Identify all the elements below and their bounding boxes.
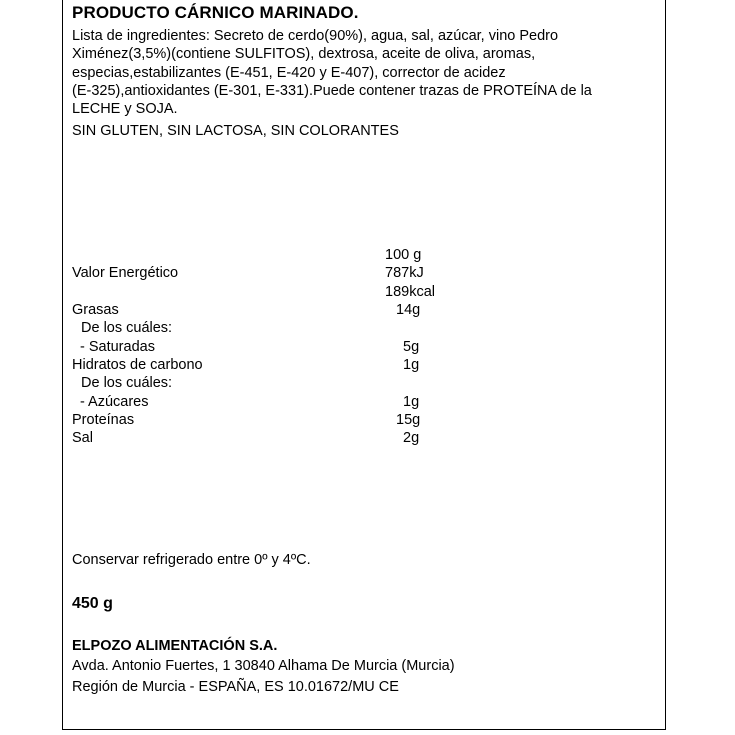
ingredients-line-5: LECHE y SOJA.	[72, 101, 178, 118]
saturates-value: 5g	[403, 339, 420, 355]
company-name: ELPOZO ALIMENTACIÓN S.A.	[72, 638, 278, 654]
carbs-value: 1g	[403, 357, 420, 373]
protein-value: 15g	[396, 412, 421, 428]
ingredients-line-2: Ximénez(3,5%)(contiene SULFITOS), dextrosa, aceite de oliva, aromas,	[72, 46, 536, 63]
of-which-label-1: De los cuáles:	[81, 320, 173, 336]
fat-value: 14g	[396, 302, 421, 318]
ingredients-line-3: especias,estabilizantes (E-451, E-420 y E-407), corrector de acidez	[72, 64, 506, 81]
nutrition-column-header: 100 g	[385, 247, 422, 263]
company-address: Avda. Antonio Fuertes, 1 30840 Alhama De Murcia (Murcia)	[72, 658, 455, 674]
protein-label: Proteínas	[72, 412, 135, 428]
storage-instructions: Conservar refrigerado entre 0º y 4ºC.	[72, 552, 311, 568]
ingredients-list	[72, 27, 662, 118]
energy-label: Valor Energético	[72, 265, 179, 281]
energy-kcal-value: 189kcal	[385, 284, 435, 300]
saturates-label: - Saturadas	[80, 339, 155, 355]
fat-label: Grasas	[72, 302, 119, 318]
energy-kj-value: 787kJ	[385, 265, 424, 281]
of-which-label-2: De los cuáles:	[81, 375, 173, 391]
carbs-label: Hidratos de carbono	[72, 357, 203, 373]
salt-label: Sal	[72, 430, 93, 446]
company-region-registry: Región de Murcia - ESPAÑA, ES 10.01672/MU CE	[72, 679, 399, 695]
net-weight: 450 g	[72, 595, 113, 612]
salt-value: 2g	[403, 430, 420, 446]
free-from-claims: SIN GLUTEN, SIN LACTOSA, SIN COLORANTES	[72, 123, 399, 139]
product-title: PRODUCTO CÁRNICO MARINADO.	[72, 3, 359, 22]
sugars-label: - Azúcares	[80, 394, 149, 410]
ingredients-line-4: (E-325),antioxidantes (E-301, E-331).Puede contener trazas de PROTEÍNA de la	[72, 82, 592, 99]
ingredients-line-1: Lista de ingredientes: Secreto de cerdo(90%), agua, sal, azúcar, vino Pedro	[72, 28, 559, 44]
sugars-value: 1g	[403, 394, 420, 410]
